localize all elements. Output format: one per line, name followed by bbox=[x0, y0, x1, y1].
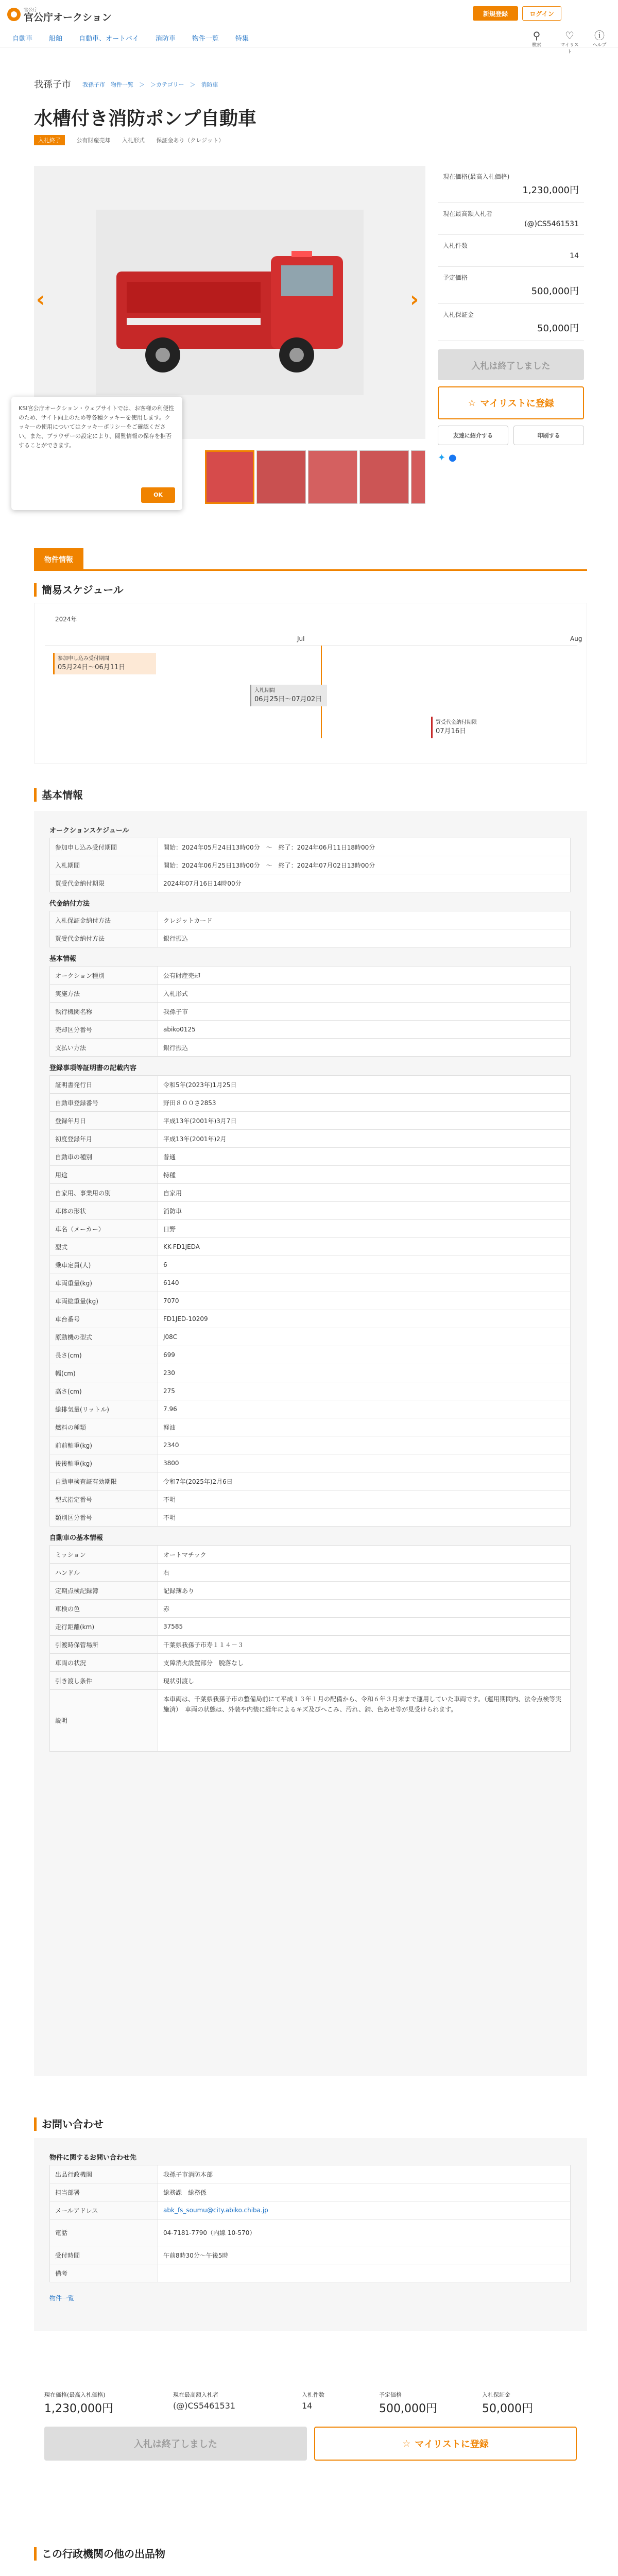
info-table bbox=[49, 1545, 571, 1752]
table-row bbox=[50, 1690, 571, 1752]
login-button[interactable]: ログイン bbox=[522, 6, 561, 21]
row-value: 銀行振込 bbox=[158, 929, 571, 947]
nav-item[interactable]: 消防車 bbox=[155, 35, 176, 43]
row-label: 自家用、事業用の別 bbox=[50, 1184, 158, 1202]
share-friend-button[interactable]: 友達に紹介する bbox=[438, 426, 508, 445]
table-row bbox=[50, 1256, 571, 1274]
row-value: 日野 bbox=[158, 1220, 571, 1238]
row-value: 公有財産売却 bbox=[158, 967, 571, 985]
site-logo[interactable]: 官公庁 官公庁オークション bbox=[7, 6, 112, 23]
table-row bbox=[50, 967, 571, 985]
month-label: Jul bbox=[297, 635, 305, 642]
row-label: 長さ(cm) bbox=[50, 1346, 158, 1364]
table-row bbox=[50, 1292, 571, 1310]
row-label: 入札期間 bbox=[50, 856, 158, 874]
row-value: 699 bbox=[158, 1346, 571, 1364]
row-value: 6140 bbox=[158, 1274, 571, 1292]
tag: 入札形式 bbox=[122, 137, 145, 144]
help-link[interactable]: ⓘ ヘルプ bbox=[589, 30, 610, 48]
row-value: 本車両は、千葉県我孫子市の整備局前にて平成１３年１月の配備から、令和６年３月末まで運用していた車両です。（運用期間内、法令点検等実施済） 車両の状態は、外装や内装に経年によるキズ及びへこみ、汚れ、錆、色あせ等が見受けられます。 bbox=[158, 1690, 571, 1752]
schedule-heading: 簡易スケジュール bbox=[34, 583, 124, 597]
row-label: 類別区分番号 bbox=[50, 1509, 158, 1527]
row-value: 不明 bbox=[158, 1509, 571, 1527]
table-row bbox=[50, 911, 571, 929]
row-value: abiko0125 bbox=[158, 1021, 571, 1039]
status-badge: 入札終了 bbox=[34, 135, 65, 145]
row-value: 右 bbox=[158, 1564, 571, 1582]
row-label: 原動機の型式 bbox=[50, 1328, 158, 1346]
row-value: 7.96 bbox=[158, 1400, 571, 1418]
row-value: 野田８００さ2853 bbox=[158, 1094, 571, 1112]
nav-item[interactable]: 自動車 bbox=[12, 35, 33, 43]
row-label: 車両の状況 bbox=[50, 1654, 158, 1672]
table-row bbox=[50, 1418, 571, 1436]
row-value: オートマチック bbox=[158, 1546, 571, 1564]
item-tags bbox=[34, 135, 233, 145]
table-row bbox=[50, 1509, 571, 1527]
table-row bbox=[50, 1564, 571, 1582]
tag: 保証金あり（クレジット） bbox=[156, 137, 225, 144]
table-row bbox=[50, 1600, 571, 1618]
cookie-ok-button[interactable]: OK bbox=[141, 487, 175, 503]
group-title: 代金納付方法 bbox=[49, 900, 90, 908]
table-row bbox=[50, 1672, 571, 1690]
bid-ended-button[interactable]: 入札は終了しました bbox=[438, 349, 584, 380]
table-row bbox=[50, 1582, 571, 1600]
row-value: 赤 bbox=[158, 1600, 571, 1618]
row-label: 型式指定番号 bbox=[50, 1490, 158, 1509]
summary-ended-button[interactable]: 入札は終了しました bbox=[44, 2427, 307, 2461]
row-value: 令和7年(2025年)2月6日 bbox=[158, 1472, 571, 1490]
row-value: KK-FD1JEDA bbox=[158, 1238, 571, 1256]
nav-item[interactable]: 特集 bbox=[235, 35, 249, 43]
thumbnail[interactable] bbox=[359, 450, 409, 504]
group-title: 基本情報 bbox=[49, 955, 77, 963]
cookie-text: KSI官公庁オークション・ウェブサイトでは、お客様の利便性のため、サイト向上のため等各種クッキーを使用します。クッキーの使用についてはクッキーポリシーをご確認ください。また、ブラウザーの設定により、閲覧情報の保存を拒否することができます。 bbox=[19, 405, 175, 449]
table-row bbox=[50, 1454, 571, 1472]
row-label: 後後軸重(kg) bbox=[50, 1454, 158, 1472]
table-row: 備考 bbox=[50, 2264, 571, 2282]
table-row bbox=[50, 1238, 571, 1256]
schedule-bar: 買受代金納付期限 07月16日 bbox=[431, 717, 503, 738]
row-value: 6 bbox=[158, 1256, 571, 1274]
row-label: 初度登録年月 bbox=[50, 1130, 158, 1148]
table-row bbox=[50, 1382, 571, 1400]
month-label: Aug bbox=[570, 635, 582, 642]
price-row: 現在価格(最高入札価格) 1,230,000円 bbox=[438, 166, 584, 203]
schedule-bar: 参加申し込み受付期間 05月24日～06月11日 bbox=[53, 653, 156, 674]
deposit-row: 入札保証金 50,000円 bbox=[438, 304, 584, 341]
thumbnail[interactable] bbox=[256, 450, 306, 504]
site-header bbox=[0, 0, 618, 55]
table-row: 出品行政機関 我孫子市消防本部 bbox=[50, 2165, 571, 2183]
row-label: 車台番号 bbox=[50, 1310, 158, 1328]
contact-subtitle: 物件に関するお問い合わせ先 bbox=[49, 2154, 137, 2162]
row-value: 3800 bbox=[158, 1454, 571, 1472]
info-table bbox=[49, 838, 571, 892]
group-title: 登録事項等証明書の記載内容 bbox=[49, 1064, 137, 1072]
table-row: 電話 04-7181-7790（内線 10-570） bbox=[50, 2219, 571, 2246]
row-label: 総排気量(リットル) bbox=[50, 1400, 158, 1418]
row-value: 2024年07月16日14時00分 bbox=[158, 874, 571, 892]
table-row bbox=[50, 1364, 571, 1382]
row-value: 自家用 bbox=[158, 1184, 571, 1202]
estimate-row: 予定価格 500,000円 bbox=[438, 267, 584, 304]
table-row bbox=[50, 1400, 571, 1418]
row-value: 37585 bbox=[158, 1618, 571, 1636]
row-label: 売却区分番号 bbox=[50, 1021, 158, 1039]
row-value: 千葉県我孫子市寿１１４－３ bbox=[158, 1636, 571, 1654]
table-row bbox=[50, 1274, 571, 1292]
table-row bbox=[50, 1076, 571, 1094]
fire-truck-image bbox=[96, 210, 364, 395]
prev-photo-icon[interactable]: ‹ bbox=[36, 286, 45, 312]
row-label: 自動車の種別 bbox=[50, 1148, 158, 1166]
row-label: 前前軸重(kg) bbox=[50, 1436, 158, 1454]
org-name: 我孫子市 bbox=[34, 79, 71, 90]
row-label: 用途 bbox=[50, 1166, 158, 1184]
row-value: 不明 bbox=[158, 1490, 571, 1509]
table-row bbox=[50, 1346, 571, 1364]
table-row bbox=[50, 1021, 571, 1039]
row-value: 7070 bbox=[158, 1292, 571, 1310]
table-row: 担当部署 総務課 総務係 bbox=[50, 2183, 571, 2201]
star-icon: ☆ bbox=[468, 397, 476, 409]
category-nav bbox=[12, 33, 265, 43]
row-label: 登録年月日 bbox=[50, 1112, 158, 1130]
row-label: 燃料の種類 bbox=[50, 1418, 158, 1436]
row-label: 引き渡し条件 bbox=[50, 1672, 158, 1690]
basic-info-heading: 基本情報 bbox=[34, 788, 83, 802]
row-label: 支払い方法 bbox=[50, 1039, 158, 1057]
row-value: 令和5年(2023年)1月25日 bbox=[158, 1076, 571, 1094]
table-row bbox=[50, 1184, 571, 1202]
table-row bbox=[50, 1636, 571, 1654]
row-label: 走行距離(km) bbox=[50, 1618, 158, 1636]
table-row bbox=[50, 1094, 571, 1112]
row-label: 車両総重量(kg) bbox=[50, 1292, 158, 1310]
row-value: 平成13年(2001年)2月 bbox=[158, 1130, 571, 1148]
row-label: 車両重量(kg) bbox=[50, 1274, 158, 1292]
row-value: 特種 bbox=[158, 1166, 571, 1184]
row-value: 275 bbox=[158, 1382, 571, 1400]
tab-bar bbox=[34, 548, 587, 571]
table-row bbox=[50, 1112, 571, 1130]
search-icon: ⚲ bbox=[533, 29, 541, 42]
row-value: クレジットカード bbox=[158, 911, 571, 929]
row-label: 車検の色 bbox=[50, 1600, 158, 1618]
month-label: 2024年 bbox=[55, 616, 77, 623]
table-row bbox=[50, 1220, 571, 1238]
row-value: 2340 bbox=[158, 1436, 571, 1454]
table-row bbox=[50, 856, 571, 874]
mylist-link[interactable]: ♡ マイリスト bbox=[559, 30, 580, 55]
row-value: 開始：2024年05月24日13時00分 ～ 終了：2024年06月11日18時00分 bbox=[158, 838, 571, 856]
print-button[interactable]: 印刷する bbox=[513, 426, 584, 445]
search-link[interactable]: ⚲ 検索 bbox=[526, 30, 547, 48]
row-label: 入札保証金納付方法 bbox=[50, 911, 158, 929]
row-value: 230 bbox=[158, 1364, 571, 1382]
item-title: 水槽付き消防ポンプ自動車 bbox=[34, 108, 257, 129]
row-label: 幅(cm) bbox=[50, 1364, 158, 1382]
table-row bbox=[50, 1618, 571, 1636]
row-value: 消防車 bbox=[158, 1202, 571, 1220]
breadcrumb[interactable]: 我孫子市 物件一覧 ＞ ＞カテゴリー ＞ 消防車 bbox=[82, 81, 218, 88]
group-title: オークションスケジュール bbox=[49, 827, 129, 835]
bid-panel bbox=[438, 166, 584, 463]
contact-heading: お問い合わせ bbox=[34, 2117, 104, 2131]
thumbnail[interactable] bbox=[308, 450, 357, 504]
contact-table bbox=[49, 2165, 571, 2282]
row-label: 型式 bbox=[50, 1238, 158, 1256]
info-table bbox=[49, 911, 571, 947]
item-list-link[interactable]: 物件一覧 bbox=[49, 2295, 75, 2302]
summary-mylist-button[interactable]: ☆ マイリストに登録 bbox=[314, 2427, 577, 2461]
row-label: 自動車検査証有効期限 bbox=[50, 1472, 158, 1490]
row-value: 我孫子市 bbox=[158, 1003, 571, 1021]
basic-info-section bbox=[34, 811, 587, 2076]
row-value: FD1JED-10209 bbox=[158, 1310, 571, 1328]
table-row bbox=[50, 1130, 571, 1148]
email-link[interactable]: abk_fs_soumu@city.abiko.chiba.jp bbox=[163, 2207, 268, 2214]
bidder-row: 現在最高額入札者 (@)CS5461531 bbox=[438, 203, 584, 235]
row-label: ミッション bbox=[50, 1546, 158, 1564]
star-icon: ☆ bbox=[402, 2438, 411, 2449]
schedule-chart bbox=[34, 603, 587, 764]
row-label: 説明 bbox=[50, 1690, 158, 1752]
mylist-button[interactable]: ☆ マイリストに登録 bbox=[438, 386, 584, 419]
row-value: J08C bbox=[158, 1328, 571, 1346]
table-row bbox=[50, 838, 571, 856]
table-row bbox=[50, 1472, 571, 1490]
table-row bbox=[50, 985, 571, 1003]
row-label: 実施方法 bbox=[50, 985, 158, 1003]
row-label: 車名（メーカー） bbox=[50, 1220, 158, 1238]
row-value: 現状引渡し bbox=[158, 1672, 571, 1690]
register-button[interactable]: 新規登録 bbox=[473, 6, 518, 21]
schedule-bar: 入札期間 06月25日～07月02日 bbox=[250, 685, 327, 706]
tag: 公有財産売却 bbox=[76, 137, 111, 144]
row-label: 買受代金納付期限 bbox=[50, 874, 158, 892]
help-icon: ⓘ bbox=[594, 29, 605, 42]
row-label: 証明書発行日 bbox=[50, 1076, 158, 1094]
summary-price: 1,230,000円 bbox=[44, 2402, 113, 2415]
row-value: 平成13年(2001年)3月7日 bbox=[158, 1112, 571, 1130]
row-label: 高さ(cm) bbox=[50, 1382, 158, 1400]
row-value: 軽油 bbox=[158, 1418, 571, 1436]
table-row bbox=[50, 1166, 571, 1184]
row-value: 普通 bbox=[158, 1148, 571, 1166]
row-value: 銀行振込 bbox=[158, 1039, 571, 1057]
table-row bbox=[50, 1202, 571, 1220]
table-row bbox=[50, 1546, 571, 1564]
info-table bbox=[49, 966, 571, 1057]
row-label: 買受代金納付方法 bbox=[50, 929, 158, 947]
nav-item[interactable]: 船舶 bbox=[49, 35, 63, 43]
table-row: 受付時間 午前8時30分～午後5時 bbox=[50, 2246, 571, 2264]
row-value: 支障消火設置部分 脱落なし bbox=[158, 1654, 571, 1672]
contact-section bbox=[34, 2138, 587, 2331]
thumbnail[interactable] bbox=[205, 450, 254, 504]
other-items-heading: この行政機関の他の出品物 bbox=[34, 2547, 165, 2561]
table-row bbox=[50, 929, 571, 947]
table-row bbox=[50, 1310, 571, 1328]
row-label: ハンドル bbox=[50, 1564, 158, 1582]
table-row bbox=[50, 1328, 571, 1346]
facebook-icon[interactable]: ● bbox=[448, 452, 457, 463]
table-row bbox=[50, 1490, 571, 1509]
table-row bbox=[50, 1039, 571, 1057]
row-label: 車体の形状 bbox=[50, 1202, 158, 1220]
row-value: 開始：2024年06月25日13時00分 ～ 終了：2024年07月02日13時00分 bbox=[158, 856, 571, 874]
row-label: 乗車定員(人) bbox=[50, 1256, 158, 1274]
row-label: 参加申し込み受付期間 bbox=[50, 838, 158, 856]
info-table bbox=[49, 1075, 571, 1527]
logo-icon bbox=[7, 8, 21, 21]
table-row: メールアドレス abk_fs_soumu@city.abiko.chiba.jp bbox=[50, 2201, 571, 2219]
nav-item[interactable]: 物件一覧 bbox=[192, 35, 219, 43]
row-label: 自動車登録番号 bbox=[50, 1094, 158, 1112]
row-label: 引渡時保管場所 bbox=[50, 1636, 158, 1654]
row-label: 執行機関名称 bbox=[50, 1003, 158, 1021]
heart-icon: ♡ bbox=[565, 29, 574, 42]
table-row bbox=[50, 1654, 571, 1672]
table-row bbox=[50, 1003, 571, 1021]
tab-item-info[interactable]: 物件情報 bbox=[34, 548, 83, 571]
count-row: 入札件数 14 bbox=[438, 235, 584, 267]
row-value: 記録簿あり bbox=[158, 1582, 571, 1600]
table-row bbox=[50, 1436, 571, 1454]
row-label: 定期点検記録簿 bbox=[50, 1582, 158, 1600]
table-row bbox=[50, 1148, 571, 1166]
bid-summary: 現在価格(最高入札価格) 1,230,000円 現在最高額入札者 (@)CS5461531 入札件数 14 予定価格 500,000円 入札保証金 50,000円 入札は終了しました ☆ マイリストに登録 bbox=[34, 2370, 587, 2473]
twitter-icon[interactable]: ✦ bbox=[438, 452, 446, 463]
next-photo-icon[interactable]: › bbox=[410, 286, 419, 312]
row-label: オークション種別 bbox=[50, 967, 158, 985]
cookie-popup bbox=[11, 397, 182, 510]
group-title: 自動車の基本情報 bbox=[49, 1534, 104, 1542]
row-value: 入札形式 bbox=[158, 985, 571, 1003]
thumbnail[interactable] bbox=[411, 450, 425, 504]
table-row bbox=[50, 874, 571, 892]
nav-item[interactable]: 自動車、オートバイ bbox=[79, 35, 139, 43]
